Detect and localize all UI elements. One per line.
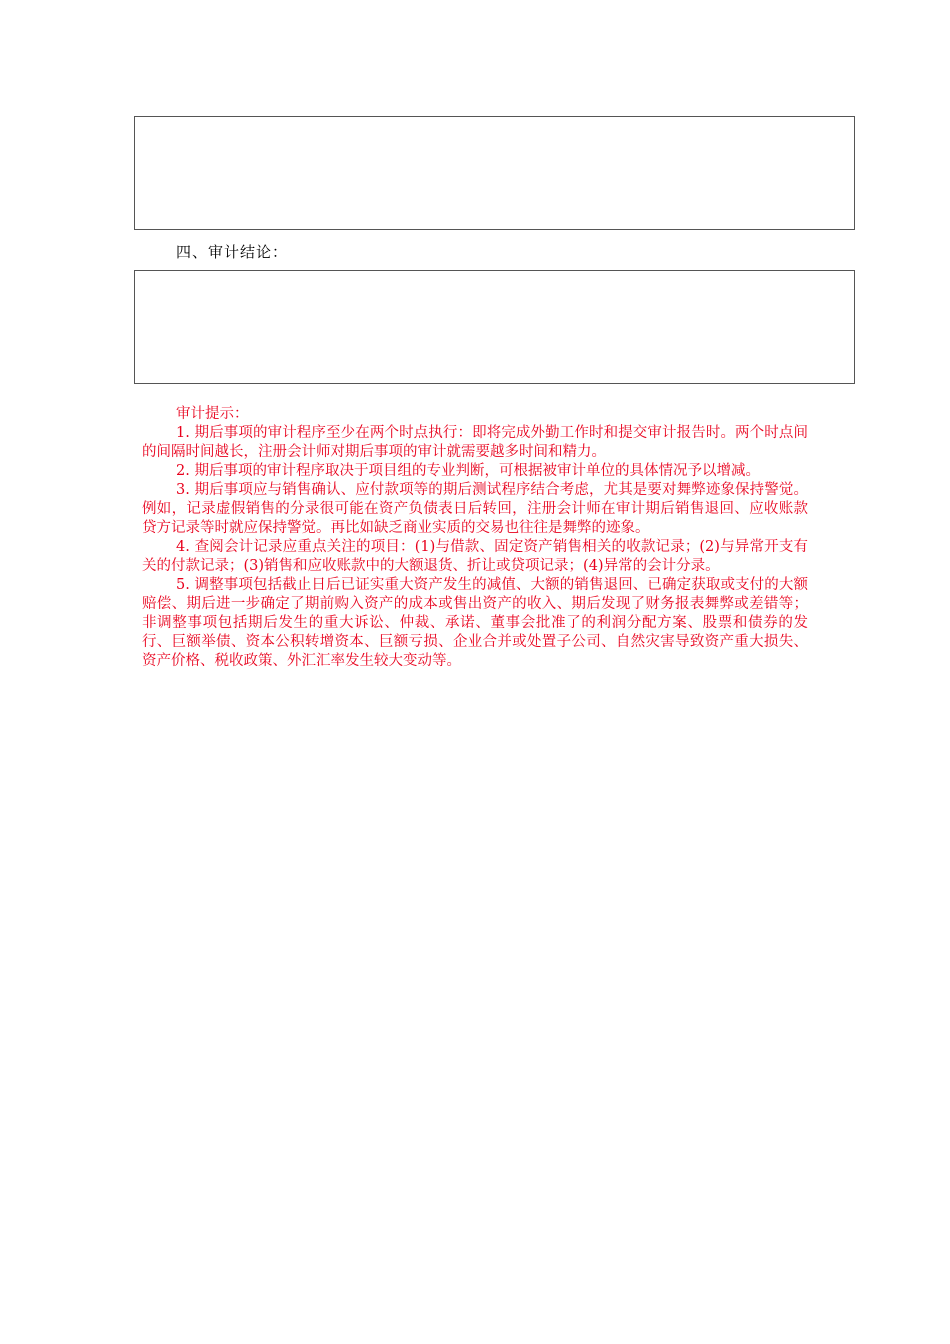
- audit-tips-title: 审计提示：: [176, 406, 249, 422]
- audit-tip-item-4: 4. 查阅会计记录应重点关注的项目：(1)与借款、固定资产销售相关的收款记录；(2)与异常开支有关的付款记录；(3)销售和应收账款中的大额退货、折让或贷项记录；(4)异常的会计分录。: [142, 539, 808, 574]
- audit-conclusion-heading: 四、审计结论：: [176, 243, 289, 261]
- audit-tips: [142, 405, 808, 671]
- previous-section-box: [134, 116, 855, 230]
- audit-tip-item-3: 3. 期后事项应与销售确认、应付款项等的期后测试程序结合考虑，尤其是要对舞弊迹象保持警觉。例如，记录虚假销售的分录很可能在资产负债表日后转回，注册会计师在审计期后销售退回、应收账款贷方记录等时就应保持警觉。再比如缺乏商业实质的交易也往往是舞弊的迹象。: [142, 482, 808, 536]
- audit-tip-item-1: 1. 期后事项的审计程序至少在两个时点执行：即将完成外勤工作时和提交审计报告时。两个时点间的间隔时间越长，注册会计师对期后事项的审计就需要越多时间和精力。: [142, 425, 808, 460]
- audit-tip-item-5: 5. 调整事项包括截止日后已证实重大资产发生的减值、大额的销售退回、已确定获取或支付的大额赔偿、期后进一步确定了期前购入资产的成本或售出资产的收入、期后发现了财务报表舞弊或差错等；非调整事项包括期后发生的重大诉讼、仲裁、承诺、董事会批准了的利润分配方案、股票和债券的发行、巨额举债、资本公积转增资本、巨额亏损、企业合并或处置子公司、自然灾害导致资产重大损失、资产价格、税收政策、外汇汇率发生较大变动等。: [142, 577, 808, 669]
- audit-conclusion-box: [134, 270, 855, 384]
- audit-tip-item-2: 2. 期后事项的审计程序取决于项目组的专业判断，可根据被审计单位的具体情况予以增减。: [176, 463, 760, 479]
